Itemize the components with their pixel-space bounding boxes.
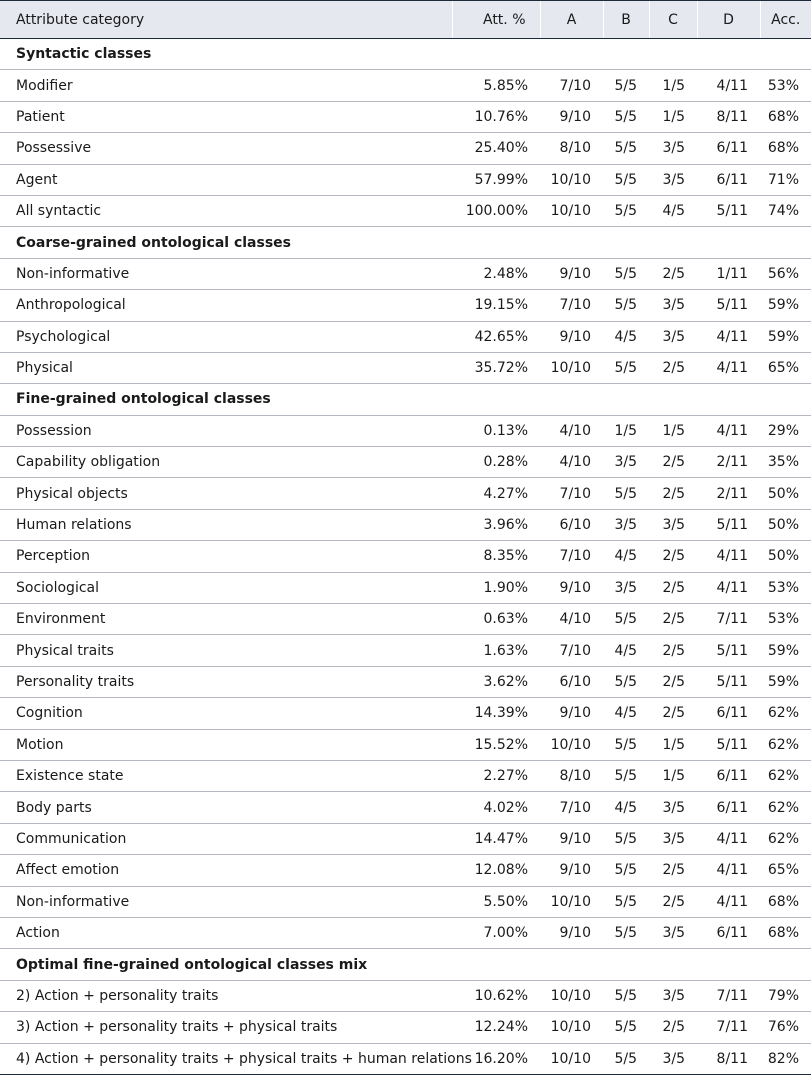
table-row — [0, 321, 811, 352]
cell-accuracy: 50% — [760, 478, 811, 509]
cell-a: 9/10 — [540, 321, 603, 352]
cell-b: 4/5 — [603, 541, 649, 572]
cell-accuracy: 62% — [760, 698, 811, 729]
cell-c: 3/5 — [649, 133, 697, 164]
cell-category: Physical — [0, 352, 452, 383]
section-title: Coarse-grained ontological classes — [0, 227, 811, 258]
section-header-row — [0, 384, 811, 415]
cell-category: Physical traits — [0, 635, 452, 666]
cell-b: 5/5 — [603, 760, 649, 791]
cell-accuracy: 53% — [760, 572, 811, 603]
cell-b: 5/5 — [603, 70, 649, 101]
cell-d: 7/11 — [697, 1012, 760, 1043]
cell-c: 1/5 — [649, 101, 697, 132]
cell-d: 6/11 — [697, 698, 760, 729]
table-row — [0, 729, 811, 760]
cell-att-percent: 16.20% — [452, 1043, 540, 1074]
cell-accuracy: 50% — [760, 509, 811, 540]
cell-category: Anthropological — [0, 290, 452, 321]
cell-d: 7/11 — [697, 604, 760, 635]
cell-att-percent: 12.08% — [452, 855, 540, 886]
cell-d: 4/11 — [697, 352, 760, 383]
cell-accuracy: 53% — [760, 604, 811, 635]
cell-b: 3/5 — [603, 572, 649, 603]
table-row — [0, 101, 811, 132]
cell-c: 2/5 — [649, 604, 697, 635]
cell-b: 5/5 — [603, 855, 649, 886]
table-row — [0, 352, 811, 383]
cell-d: 5/11 — [697, 195, 760, 226]
cell-c: 3/5 — [649, 792, 697, 823]
table-row — [0, 447, 811, 478]
cell-c: 3/5 — [649, 509, 697, 540]
cell-c: 2/5 — [649, 886, 697, 917]
cell-c: 2/5 — [649, 541, 697, 572]
table-row — [0, 980, 811, 1011]
cell-d: 4/11 — [697, 855, 760, 886]
cell-a: 9/10 — [540, 258, 603, 289]
cell-category: Human relations — [0, 509, 452, 540]
cell-c: 3/5 — [649, 823, 697, 854]
cell-att-percent: 1.63% — [452, 635, 540, 666]
cell-att-percent: 2.27% — [452, 760, 540, 791]
table-row — [0, 635, 811, 666]
cell-c: 3/5 — [649, 321, 697, 352]
cell-c: 1/5 — [649, 760, 697, 791]
cell-b: 5/5 — [603, 164, 649, 195]
table-row — [0, 823, 811, 854]
cell-a: 10/10 — [540, 729, 603, 760]
table-row — [0, 886, 811, 917]
cell-d: 6/11 — [697, 164, 760, 195]
table-row — [0, 917, 811, 948]
cell-d: 7/11 — [697, 980, 760, 1011]
cell-a: 7/10 — [540, 635, 603, 666]
table-row — [0, 70, 811, 101]
cell-a: 7/10 — [540, 70, 603, 101]
cell-accuracy: 59% — [760, 666, 811, 697]
cell-att-percent: 3.96% — [452, 509, 540, 540]
cell-a: 8/10 — [540, 133, 603, 164]
cell-accuracy: 62% — [760, 823, 811, 854]
cell-a: 7/10 — [540, 478, 603, 509]
header-att-percent: Att. % — [452, 1, 540, 39]
cell-c: 3/5 — [649, 917, 697, 948]
cell-att-percent: 2.48% — [452, 258, 540, 289]
cell-c: 1/5 — [649, 729, 697, 760]
cell-accuracy: 62% — [760, 792, 811, 823]
cell-a: 4/10 — [540, 604, 603, 635]
cell-b: 4/5 — [603, 635, 649, 666]
cell-accuracy: 59% — [760, 635, 811, 666]
section-title: Fine-grained ontological classes — [0, 384, 811, 415]
cell-d: 4/11 — [697, 321, 760, 352]
cell-accuracy: 79% — [760, 980, 811, 1011]
cell-a: 6/10 — [540, 509, 603, 540]
cell-category: 2) Action + personality traits — [0, 980, 452, 1011]
cell-a: 9/10 — [540, 572, 603, 603]
cell-d: 5/11 — [697, 729, 760, 760]
cell-b: 5/5 — [603, 823, 649, 854]
cell-d: 8/11 — [697, 1043, 760, 1074]
cell-category: Modifier — [0, 70, 452, 101]
cell-b: 1/5 — [603, 415, 649, 446]
table-body — [0, 39, 811, 1075]
cell-a: 10/10 — [540, 352, 603, 383]
cell-category: 4) Action + personality traits + physical traits + human relations — [0, 1043, 452, 1074]
section-header-row — [0, 39, 811, 70]
cell-accuracy: 65% — [760, 352, 811, 383]
cell-c: 4/5 — [649, 195, 697, 226]
cell-b: 5/5 — [603, 133, 649, 164]
cell-c: 2/5 — [649, 855, 697, 886]
cell-c: 2/5 — [649, 352, 697, 383]
cell-att-percent: 14.39% — [452, 698, 540, 729]
cell-b: 3/5 — [603, 447, 649, 478]
cell-att-percent: 100.00% — [452, 195, 540, 226]
cell-c: 3/5 — [649, 980, 697, 1011]
table-row — [0, 698, 811, 729]
cell-a: 10/10 — [540, 980, 603, 1011]
cell-category: All syntactic — [0, 195, 452, 226]
cell-category: Communication — [0, 823, 452, 854]
cell-b: 5/5 — [603, 980, 649, 1011]
cell-d: 4/11 — [697, 572, 760, 603]
cell-a: 4/10 — [540, 447, 603, 478]
cell-b: 5/5 — [603, 258, 649, 289]
table-row — [0, 133, 811, 164]
cell-b: 5/5 — [603, 604, 649, 635]
cell-att-percent: 8.35% — [452, 541, 540, 572]
cell-d: 4/11 — [697, 415, 760, 446]
cell-b: 5/5 — [603, 195, 649, 226]
cell-accuracy: 74% — [760, 195, 811, 226]
table-row — [0, 760, 811, 791]
cell-b: 5/5 — [603, 101, 649, 132]
cell-att-percent: 0.63% — [452, 604, 540, 635]
cell-att-percent: 19.15% — [452, 290, 540, 321]
cell-a: 9/10 — [540, 823, 603, 854]
cell-b: 4/5 — [603, 321, 649, 352]
cell-att-percent: 42.65% — [452, 321, 540, 352]
header-b: B — [603, 1, 649, 39]
cell-att-percent: 5.50% — [452, 886, 540, 917]
table-row — [0, 415, 811, 446]
table-row — [0, 572, 811, 603]
cell-a: 10/10 — [540, 1043, 603, 1074]
cell-c: 3/5 — [649, 290, 697, 321]
table-row — [0, 792, 811, 823]
cell-accuracy: 68% — [760, 133, 811, 164]
cell-c: 2/5 — [649, 447, 697, 478]
cell-c: 3/5 — [649, 1043, 697, 1074]
cell-category: Non-informative — [0, 258, 452, 289]
cell-accuracy: 62% — [760, 729, 811, 760]
header-c: C — [649, 1, 697, 39]
cell-c: 2/5 — [649, 1012, 697, 1043]
cell-category: Motion — [0, 729, 452, 760]
cell-accuracy: 35% — [760, 447, 811, 478]
cell-b: 4/5 — [603, 792, 649, 823]
cell-category: Environment — [0, 604, 452, 635]
cell-att-percent: 15.52% — [452, 729, 540, 760]
header-accuracy: Acc. — [760, 1, 811, 39]
cell-b: 5/5 — [603, 478, 649, 509]
cell-d: 4/11 — [697, 886, 760, 917]
cell-d: 2/11 — [697, 478, 760, 509]
cell-a: 10/10 — [540, 195, 603, 226]
cell-a: 9/10 — [540, 855, 603, 886]
cell-category: Psychological — [0, 321, 452, 352]
cell-category: Possession — [0, 415, 452, 446]
table-row — [0, 195, 811, 226]
cell-c: 2/5 — [649, 666, 697, 697]
table-row — [0, 164, 811, 195]
section-title: Optimal fine-grained ontological classes mix — [0, 949, 811, 980]
cell-att-percent: 0.28% — [452, 447, 540, 478]
cell-category: Action — [0, 917, 452, 948]
cell-accuracy: 68% — [760, 917, 811, 948]
cell-b: 5/5 — [603, 290, 649, 321]
cell-b: 5/5 — [603, 352, 649, 383]
section-title: Syntactic classes — [0, 39, 811, 70]
cell-d: 5/11 — [697, 509, 760, 540]
table-row — [0, 541, 811, 572]
cell-accuracy: 50% — [760, 541, 811, 572]
cell-d: 6/11 — [697, 917, 760, 948]
cell-a: 7/10 — [540, 792, 603, 823]
cell-accuracy: 65% — [760, 855, 811, 886]
cell-accuracy: 62% — [760, 760, 811, 791]
cell-category: Perception — [0, 541, 452, 572]
cell-b: 5/5 — [603, 886, 649, 917]
cell-d: 4/11 — [697, 823, 760, 854]
cell-b: 5/5 — [603, 666, 649, 697]
cell-b: 3/5 — [603, 509, 649, 540]
table-row — [0, 855, 811, 886]
header-a: A — [540, 1, 603, 39]
cell-category: Agent — [0, 164, 452, 195]
cell-d: 6/11 — [697, 133, 760, 164]
cell-category: 3) Action + personality traits + physical traits — [0, 1012, 452, 1043]
cell-att-percent: 4.02% — [452, 792, 540, 823]
cell-category: Existence state — [0, 760, 452, 791]
cell-b: 5/5 — [603, 1012, 649, 1043]
cell-att-percent: 7.00% — [452, 917, 540, 948]
cell-category: Cognition — [0, 698, 452, 729]
cell-a: 9/10 — [540, 698, 603, 729]
cell-accuracy: 56% — [760, 258, 811, 289]
cell-d: 5/11 — [697, 290, 760, 321]
cell-b: 5/5 — [603, 729, 649, 760]
table-row — [0, 509, 811, 540]
table-row — [0, 478, 811, 509]
cell-d: 5/11 — [697, 635, 760, 666]
cell-a: 6/10 — [540, 666, 603, 697]
cell-category: Possessive — [0, 133, 452, 164]
cell-category: Physical objects — [0, 478, 452, 509]
table-row — [0, 604, 811, 635]
cell-category: Capability obligation — [0, 447, 452, 478]
cell-category: Personality traits — [0, 666, 452, 697]
cell-d: 6/11 — [697, 792, 760, 823]
cell-accuracy: 82% — [760, 1043, 811, 1074]
section-header-row — [0, 227, 811, 258]
cell-att-percent: 57.99% — [452, 164, 540, 195]
cell-att-percent: 4.27% — [452, 478, 540, 509]
cell-category: Patient — [0, 101, 452, 132]
cell-a: 4/10 — [540, 415, 603, 446]
cell-d: 6/11 — [697, 760, 760, 791]
header-d: D — [697, 1, 760, 39]
header-row — [0, 1, 811, 39]
cell-c: 2/5 — [649, 478, 697, 509]
cell-accuracy: 71% — [760, 164, 811, 195]
cell-a: 8/10 — [540, 760, 603, 791]
cell-accuracy: 76% — [760, 1012, 811, 1043]
cell-c: 2/5 — [649, 635, 697, 666]
cell-a: 7/10 — [540, 541, 603, 572]
cell-category: Affect emotion — [0, 855, 452, 886]
cell-att-percent: 0.13% — [452, 415, 540, 446]
table-row — [0, 290, 811, 321]
cell-accuracy: 59% — [760, 321, 811, 352]
cell-att-percent: 14.47% — [452, 823, 540, 854]
cell-d: 5/11 — [697, 666, 760, 697]
cell-att-percent: 12.24% — [452, 1012, 540, 1043]
cell-category: Non-informative — [0, 886, 452, 917]
cell-d: 8/11 — [697, 101, 760, 132]
cell-b: 4/5 — [603, 698, 649, 729]
cell-att-percent: 10.62% — [452, 980, 540, 1011]
cell-c: 1/5 — [649, 415, 697, 446]
table-row — [0, 1043, 811, 1074]
cell-a: 10/10 — [540, 1012, 603, 1043]
cell-accuracy: 68% — [760, 886, 811, 917]
cell-a: 7/10 — [540, 290, 603, 321]
cell-b: 5/5 — [603, 917, 649, 948]
cell-d: 4/11 — [697, 541, 760, 572]
cell-accuracy: 29% — [760, 415, 811, 446]
cell-c: 2/5 — [649, 572, 697, 603]
header-attribute-category: Attribute category — [0, 1, 452, 39]
cell-accuracy: 68% — [760, 101, 811, 132]
cell-att-percent: 35.72% — [452, 352, 540, 383]
cell-category: Sociological — [0, 572, 452, 603]
cell-c: 1/5 — [649, 70, 697, 101]
cell-c: 2/5 — [649, 698, 697, 729]
cell-accuracy: 59% — [760, 290, 811, 321]
cell-d: 1/11 — [697, 258, 760, 289]
table-row — [0, 258, 811, 289]
cell-a: 10/10 — [540, 886, 603, 917]
cell-att-percent: 5.85% — [452, 70, 540, 101]
cell-c: 3/5 — [649, 164, 697, 195]
cell-a: 10/10 — [540, 164, 603, 195]
cell-c: 2/5 — [649, 258, 697, 289]
table-row — [0, 1012, 811, 1043]
cell-att-percent: 1.90% — [452, 572, 540, 603]
cell-att-percent: 3.62% — [452, 666, 540, 697]
cell-d: 2/11 — [697, 447, 760, 478]
cell-a: 9/10 — [540, 917, 603, 948]
table-row — [0, 666, 811, 697]
cell-att-percent: 10.76% — [452, 101, 540, 132]
cell-b: 5/5 — [603, 1043, 649, 1074]
cell-category: Body parts — [0, 792, 452, 823]
cell-att-percent: 25.40% — [452, 133, 540, 164]
cell-d: 4/11 — [697, 70, 760, 101]
cell-accuracy: 53% — [760, 70, 811, 101]
cell-a: 9/10 — [540, 101, 603, 132]
section-header-row — [0, 949, 811, 980]
